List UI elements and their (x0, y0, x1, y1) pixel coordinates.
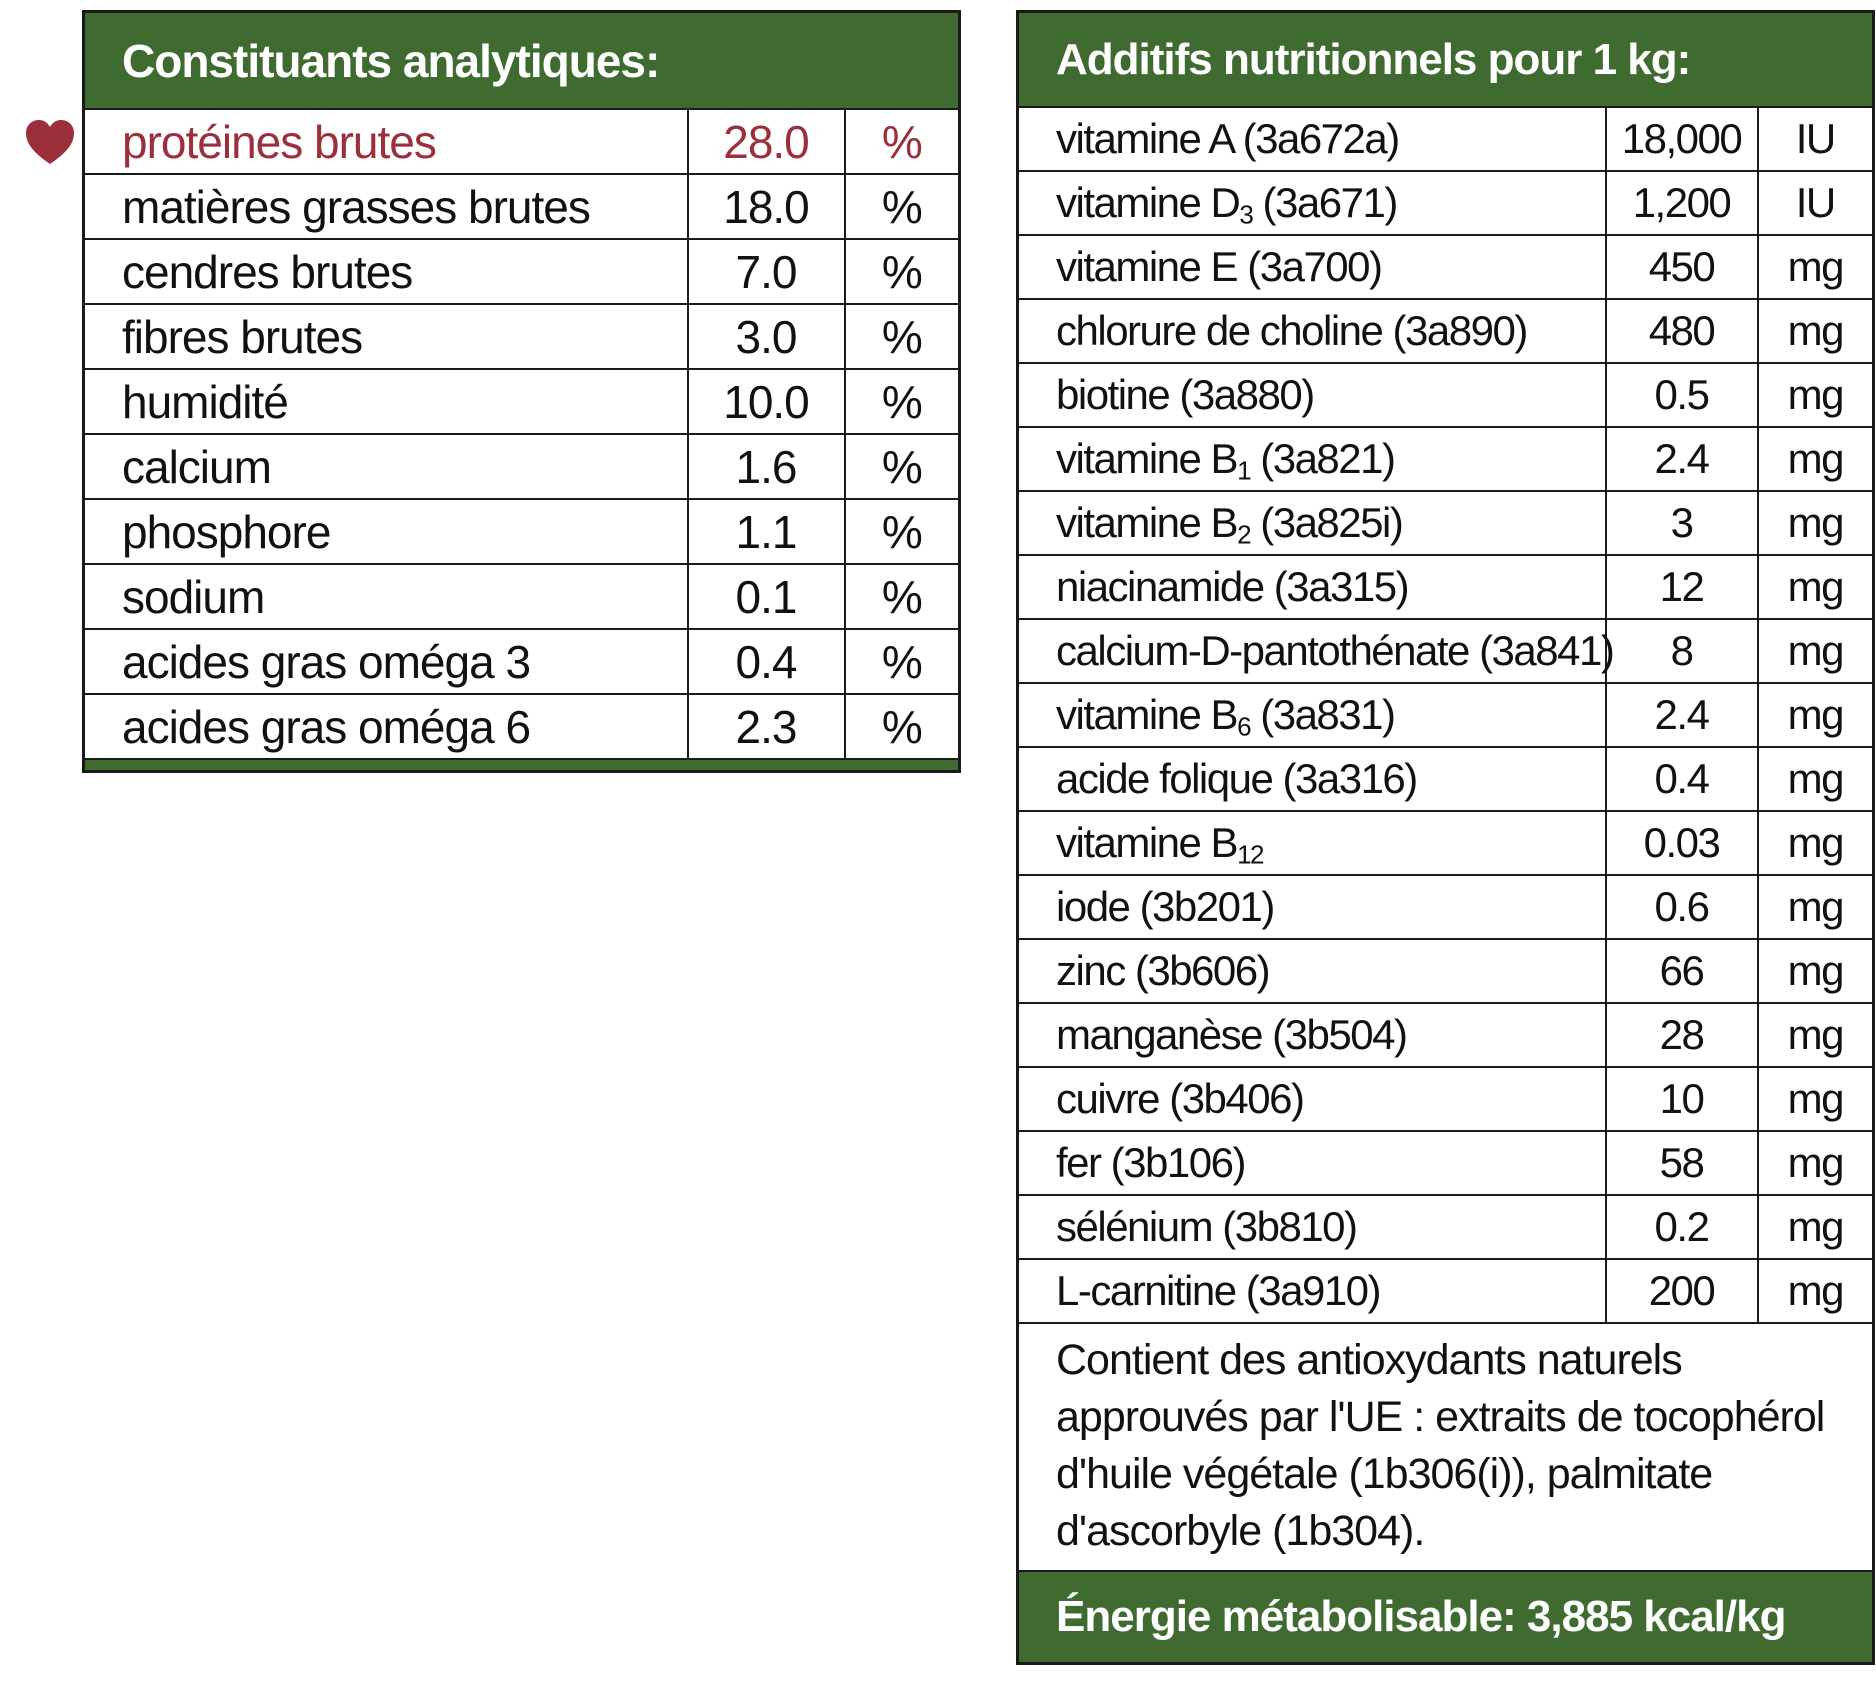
additive-label-main: vitamine B (1056, 435, 1238, 482)
additive-unit: mg (1758, 235, 1874, 299)
additive-unit: mg (1758, 1003, 1874, 1067)
additive-unit: mg (1758, 1195, 1874, 1259)
table-row (1018, 1259, 1874, 1323)
additive-label: niacinamide (3a315) (1018, 555, 1606, 619)
additive-value: 200 (1606, 1259, 1758, 1323)
table-row (1018, 1195, 1874, 1259)
additive-label (1018, 683, 1606, 747)
additive-unit: mg (1758, 683, 1874, 747)
table-row (1018, 1131, 1874, 1195)
constituent-label: calcium (84, 434, 688, 499)
additive-label (1018, 427, 1606, 491)
table-row (1018, 299, 1874, 363)
additive-label-main: vitamine D (1056, 179, 1240, 226)
constituent-label: sodium (84, 564, 688, 629)
additive-label-code: (3a825i) (1250, 499, 1403, 546)
additive-value: 2.4 (1606, 427, 1758, 491)
table-row (1018, 1067, 1874, 1131)
additive-label: sélénium (3b810) (1018, 1195, 1606, 1259)
additive-label-code: (3a821) (1250, 435, 1395, 482)
constituent-value: 0.4 (688, 629, 845, 694)
additive-label (1018, 171, 1606, 235)
additive-unit: mg (1758, 491, 1874, 555)
additive-unit: mg (1758, 619, 1874, 683)
additive-unit: mg (1758, 811, 1874, 875)
additive-label-subscript: 6 (1237, 711, 1251, 742)
constituent-value: 0.1 (688, 564, 845, 629)
additive-value: 2.4 (1606, 683, 1758, 747)
constituent-label: humidité (84, 369, 688, 434)
table-row (84, 499, 960, 564)
constituent-value: 1.1 (688, 499, 845, 564)
additive-value: 480 (1606, 299, 1758, 363)
additive-label (1018, 811, 1606, 875)
analytical-constituents-table (82, 10, 961, 773)
constituent-value: 18.0 (688, 174, 845, 239)
table-row (1018, 363, 1874, 427)
additive-unit: mg (1758, 299, 1874, 363)
additive-value: 8 (1606, 619, 1758, 683)
table-header-row (1018, 12, 1874, 108)
additive-value: 0.4 (1606, 747, 1758, 811)
table-row (84, 369, 960, 434)
constituent-unit: % (845, 434, 960, 499)
additive-value: 0.2 (1606, 1195, 1758, 1259)
additive-unit: IU (1758, 171, 1874, 235)
analytical-title: Constituants analytiques: (84, 12, 960, 110)
additive-label-main: vitamine B (1056, 499, 1238, 546)
table-row (84, 564, 960, 629)
additive-label: fer (3b106) (1018, 1131, 1606, 1195)
additive-unit: mg (1758, 363, 1874, 427)
additive-label (1018, 491, 1606, 555)
table-row (84, 174, 960, 239)
additive-label-code: (3a671) (1252, 179, 1397, 226)
additive-label: vitamine E (3a700) (1018, 235, 1606, 299)
constituent-unit: % (845, 174, 960, 239)
additive-unit: mg (1758, 1131, 1874, 1195)
table-header-row (84, 12, 960, 110)
constituent-unit: % (845, 629, 960, 694)
additive-value: 58 (1606, 1131, 1758, 1195)
table-row (1018, 875, 1874, 939)
table-row (1018, 555, 1874, 619)
constituent-value: 2.3 (688, 694, 845, 759)
additive-label-subscript: 1 (1237, 455, 1251, 486)
additive-label: zinc (3b606) (1018, 939, 1606, 1003)
additive-label: calcium-D-pantothénate (3a841) (1018, 619, 1606, 683)
table-row (1018, 811, 1874, 875)
additive-label-subscript: 3 (1239, 199, 1253, 230)
table-row (84, 434, 960, 499)
energy-row (1018, 1571, 1874, 1664)
additive-label: manganèse (3b504) (1018, 1003, 1606, 1067)
additive-unit: mg (1758, 555, 1874, 619)
nutritional-additives-panel (1016, 10, 1872, 1665)
additive-unit: mg (1758, 1259, 1874, 1323)
table-row (1018, 619, 1874, 683)
additive-label: chlorure de choline (3a890) (1018, 299, 1606, 363)
constituent-value: 1.6 (688, 434, 845, 499)
additive-label: vitamine A (3a672a) (1018, 107, 1606, 171)
additive-unit: mg (1758, 747, 1874, 811)
constituent-unit: % (845, 694, 960, 759)
additive-value: 3 (1606, 491, 1758, 555)
additive-value: 10 (1606, 1067, 1758, 1131)
table-row (1018, 427, 1874, 491)
antioxidant-note: Contient des antioxydants naturels approuvés par l'UE : extraits de tocophérol d'huile végétale (1b306(i)), palmitate d'ascorbyle (1b304). (1018, 1323, 1874, 1571)
antioxidant-note-row (1018, 1323, 1874, 1571)
heart-icon (24, 117, 76, 167)
constituent-label: cendres brutes (84, 239, 688, 304)
table-row (84, 629, 960, 694)
additive-label-main: vitamine B (1056, 819, 1238, 866)
additive-value: 18,000 (1606, 107, 1758, 171)
table-row (1018, 1003, 1874, 1067)
nutritional-additives-table (1016, 10, 1875, 1665)
additive-label: biotine (3a880) (1018, 363, 1606, 427)
constituent-label: phosphore (84, 499, 688, 564)
additive-unit: mg (1758, 875, 1874, 939)
additive-label: L-carnitine (3a910) (1018, 1259, 1606, 1323)
table-row (1018, 747, 1874, 811)
table-row (1018, 171, 1874, 235)
constituent-value: 10.0 (688, 369, 845, 434)
additive-unit: IU (1758, 107, 1874, 171)
additive-label-subscript: 12 (1237, 839, 1264, 870)
additive-value: 0.6 (1606, 875, 1758, 939)
constituent-unit: % (845, 369, 960, 434)
table-row (84, 694, 960, 759)
additive-label-subscript: 2 (1237, 519, 1251, 550)
metabolisable-energy: Énergie métabolisable: 3,885 kcal/kg (1018, 1571, 1874, 1664)
additive-unit: mg (1758, 427, 1874, 491)
constituent-label: acides gras oméga 6 (84, 694, 688, 759)
additive-value: 28 (1606, 1003, 1758, 1067)
table-row (84, 239, 960, 304)
additive-value: 0.5 (1606, 363, 1758, 427)
constituent-unit: % (845, 109, 960, 174)
table-row (1018, 235, 1874, 299)
analytical-constituents-panel (82, 10, 958, 773)
constituent-unit: % (845, 239, 960, 304)
constituent-label: protéines brutes (84, 109, 688, 174)
additive-value: 1,200 (1606, 171, 1758, 235)
constituent-label: acides gras oméga 3 (84, 629, 688, 694)
table-row (1018, 683, 1874, 747)
additive-value: 450 (1606, 235, 1758, 299)
additive-label: acide folique (3a316) (1018, 747, 1606, 811)
footer-bar-cell (84, 759, 960, 772)
constituent-label: fibres brutes (84, 304, 688, 369)
table-row (84, 109, 960, 174)
constituent-value: 28.0 (688, 109, 845, 174)
additive-unit: mg (1758, 1067, 1874, 1131)
additive-label-main: vitamine B (1056, 691, 1238, 738)
constituent-unit: % (845, 499, 960, 564)
constituent-value: 7.0 (688, 239, 845, 304)
constituent-unit: % (845, 304, 960, 369)
table-row (84, 304, 960, 369)
additive-unit: mg (1758, 939, 1874, 1003)
additive-label-code: (3a831) (1250, 691, 1395, 738)
constituent-value: 3.0 (688, 304, 845, 369)
additive-value: 12 (1606, 555, 1758, 619)
additive-label: iode (3b201) (1018, 875, 1606, 939)
constituent-label: matières grasses brutes (84, 174, 688, 239)
additive-label: cuivre (3b406) (1018, 1067, 1606, 1131)
additive-value: 0.03 (1606, 811, 1758, 875)
table-row (1018, 107, 1874, 171)
table-row (1018, 491, 1874, 555)
constituent-unit: % (845, 564, 960, 629)
table-row (1018, 939, 1874, 1003)
additives-title: Additifs nutritionnels pour 1 kg: (1018, 12, 1874, 108)
table-footer-bar (84, 759, 960, 772)
additive-value: 66 (1606, 939, 1758, 1003)
